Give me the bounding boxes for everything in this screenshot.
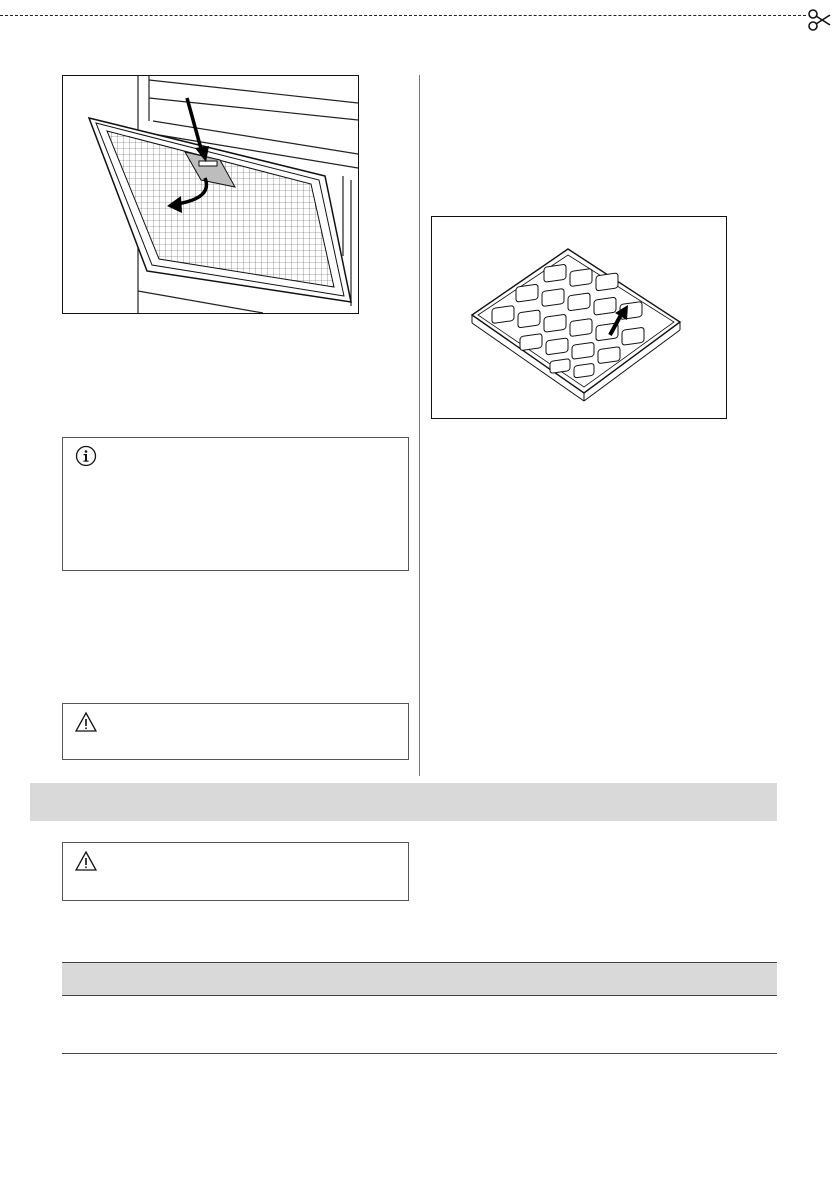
table-header <box>62 962 777 996</box>
carbon-filter-illustration <box>432 217 726 418</box>
scissors-icon <box>806 8 832 34</box>
column-divider <box>419 75 420 776</box>
table-row <box>62 995 777 1054</box>
warning-icon <box>75 850 97 872</box>
warning-note-box <box>62 842 409 901</box>
warning-note-box <box>62 703 409 760</box>
cut-line <box>0 15 806 16</box>
info-note-box <box>62 437 409 571</box>
warning-icon <box>75 711 97 733</box>
grease-filter-removal-figure <box>62 75 359 314</box>
info-icon <box>75 445 97 467</box>
carbon-filter-frame-figure <box>431 216 727 419</box>
section-heading-band <box>30 783 777 821</box>
grease-filter-illustration <box>63 76 358 313</box>
